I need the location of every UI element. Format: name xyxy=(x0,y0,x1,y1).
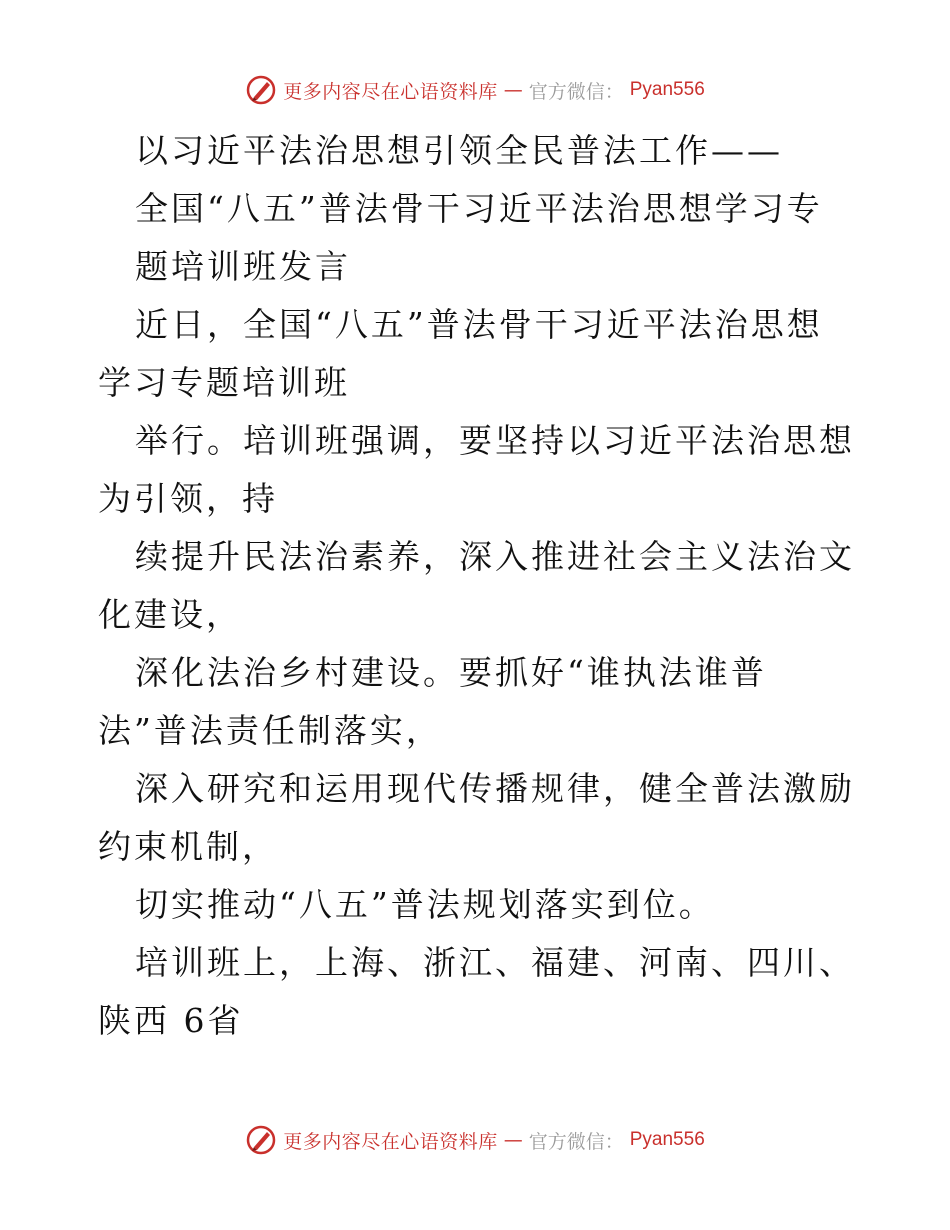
watermark-dash: — xyxy=(503,79,523,101)
paragraph: 深入研究和运用现代传播规律，健全普法激励约束机制， xyxy=(98,769,855,866)
watermark-wechat-id: Pyan556 xyxy=(629,79,705,100)
header-watermark xyxy=(0,70,950,110)
watermark-official-label: 官方微信： xyxy=(528,1130,624,1153)
paragraph: 举行。培训班强调，要坚持以习近平法治思想为引领，持 xyxy=(98,421,855,518)
paragraph-title-1: 以习近平法治思想引领全民普法工作—— xyxy=(135,131,783,170)
watermark-wechat-id: Pyan556 xyxy=(629,1129,705,1150)
paragraph: 切实推动“八五”普法规划落实到位。 xyxy=(135,885,715,924)
pen-logo-icon xyxy=(245,1124,277,1156)
paragraph-title-2: 全国“八五”普法骨干习近平法治思想学习专 xyxy=(135,189,823,228)
paragraph: 续提升民法治素养，深入推进社会主义法治文化建设， xyxy=(98,537,855,634)
paragraph: 近日，全国“八五”普法骨干习近平法治思想学习专题培训班 xyxy=(98,305,823,402)
paragraph: 培训班上，上海、浙江、福建、河南、四川、陕西 6省 xyxy=(98,943,855,1040)
watermark-official-label: 官方微信： xyxy=(528,80,624,103)
paragraph: 深化法治乡村建设。要抓好“谁执法谁普法”普法责任制落实， xyxy=(98,653,767,750)
paragraph-title-3: 题培训班发言 xyxy=(135,247,351,286)
watermark-dash: — xyxy=(503,1129,523,1151)
watermark-text: 更多内容尽在心语资料库 xyxy=(283,1130,498,1153)
watermark-text: 更多内容尽在心语资料库 xyxy=(283,80,498,103)
document-body xyxy=(98,122,858,1050)
pen-logo-icon xyxy=(245,74,277,106)
footer-watermark xyxy=(0,1120,950,1160)
